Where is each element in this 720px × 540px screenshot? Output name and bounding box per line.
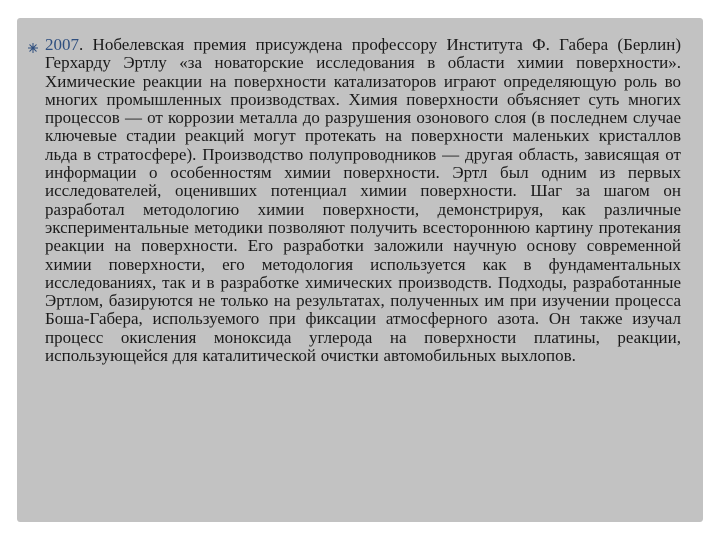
slide-content-area [17, 18, 703, 522]
paragraph-body: . Нобелевская премия присуждена профессору Института Ф. Габера (Берлин) Герхарду Эртлу «за новаторские исследования в области химии поверхности». Химические реакции на поверхности катализаторов играют определяющую роль во многих промышленных производствах. Химия поверхности объясняет суть многих процессов — от коррозии металла до разрушения озонового слоя (в последнем случае ключевые стадии реакций могут протекать на поверхности маленьких кристаллов льда в стратосфере). Производство полупроводников — другая область, зависящая от информации о особенностям химии поверхности. Эртл был одним из первых исследователей, оценивших потенциал химии поверхности. Шаг за шагом он разработал методологию химии поверхности, демонстрируя, как различные экспериментальные методики позволяют получить всестороннюю картину протекания реакции на поверхности. Его разработки заложили научную основу современной химии поверхности, его методология используется как в фундаментальных исследованиях, так и в разработке химических производств. Подходы, разработанные Эртлом, базируются не только на результатах, полученных им при изучении процесса Боша-Габера, используемого при фиксации атмосферного азота. Он также изучал процесс окисления моноксида углерода на поверхности платины, реакции, использующейся для каталитической очистки автомобильных выхлопов. [45, 35, 681, 366]
bullet-paragraph [45, 36, 681, 365]
paragraph-text [45, 36, 681, 365]
star-burst-icon [27, 42, 39, 54]
year-highlight: 2007 [45, 35, 79, 54]
